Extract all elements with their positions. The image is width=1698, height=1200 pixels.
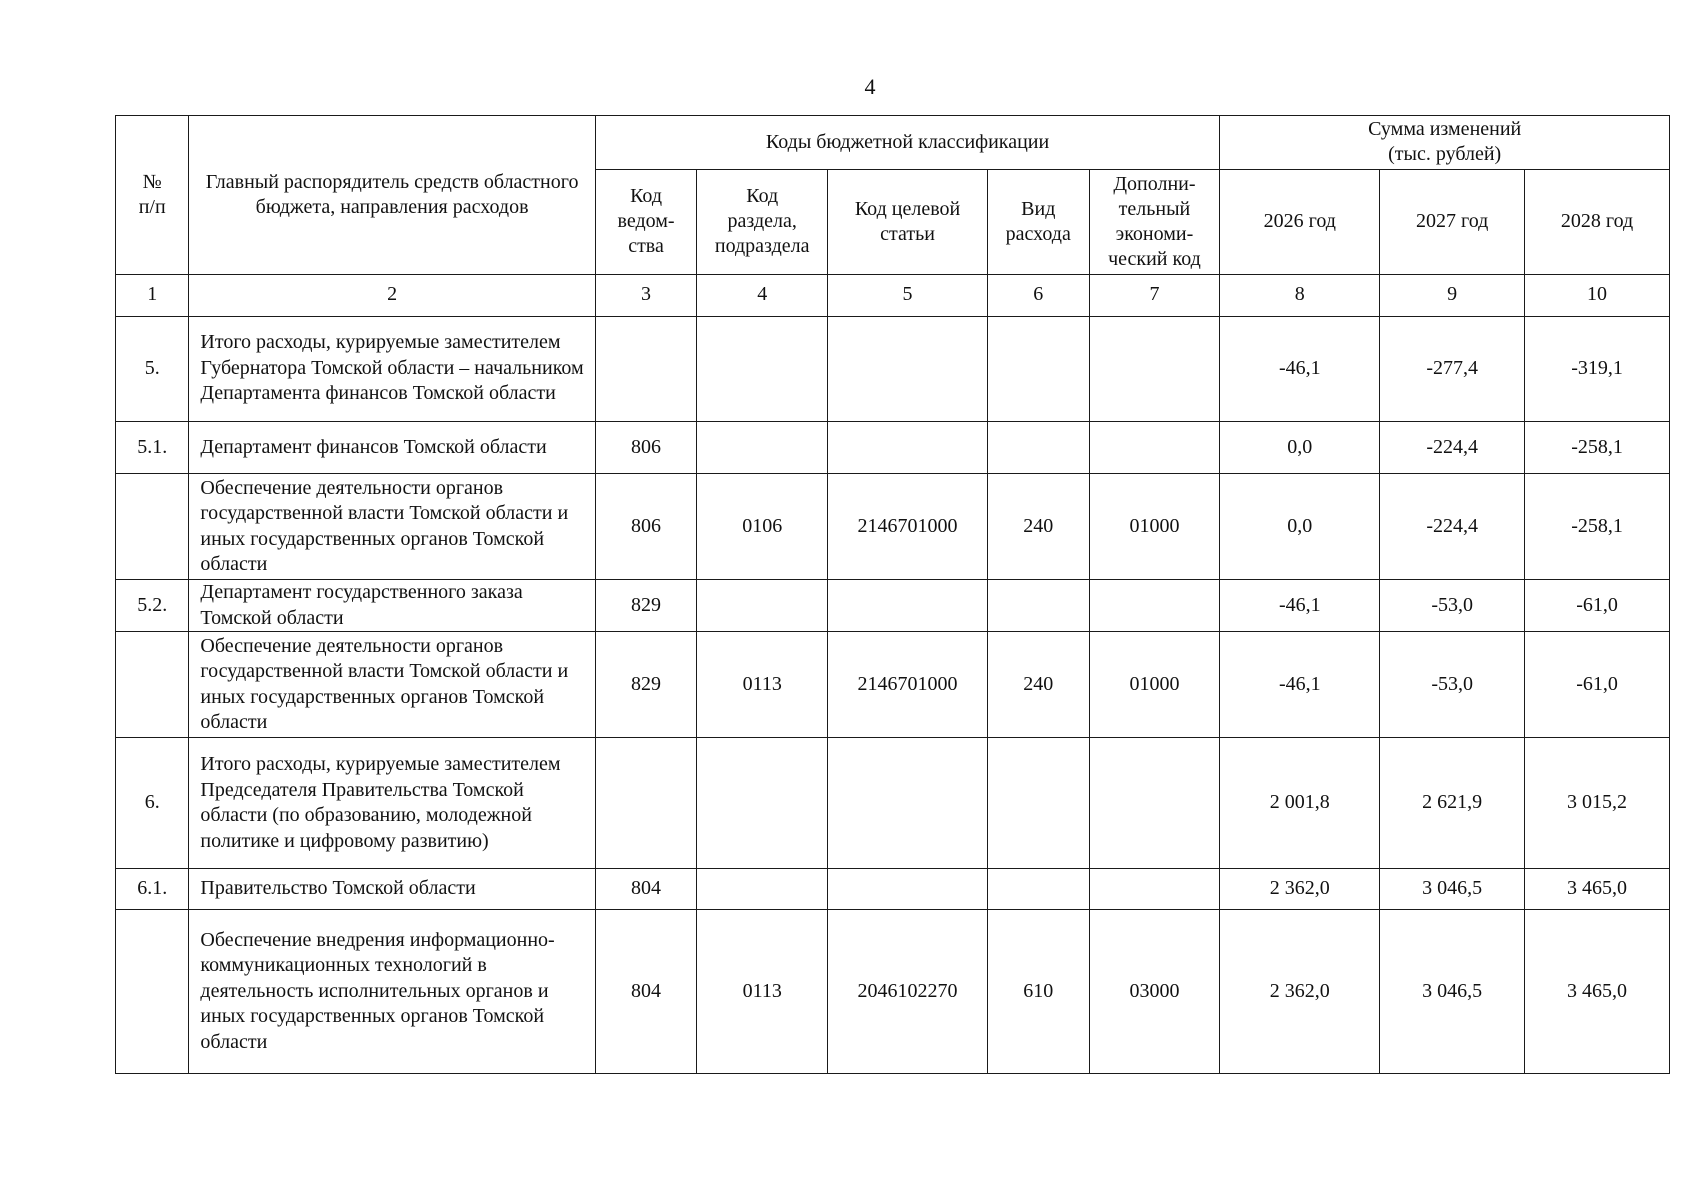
row-code-dept: 829 (595, 579, 697, 632)
row-code-expense (987, 579, 1089, 632)
row-code-target: 2146701000 (828, 632, 988, 737)
row-name: Обеспечение внедрения информационно-коммуникационных технологий в деятельность исполнительных органов и иных государственных органов Томской области (189, 909, 595, 1073)
column-number-row (116, 274, 1670, 316)
row-code-dept (595, 316, 697, 421)
row-sum-2027: 3 046,5 (1380, 909, 1525, 1073)
row-name: Обеспечение деятельности органов государственной власти Томской области и иных государственных органов Томской области (189, 632, 595, 737)
header-codes-group: Коды бюджетной классификации (595, 116, 1220, 170)
row-num: 5. (116, 316, 189, 421)
column-number: 1 (116, 274, 189, 316)
row-code-expense: 240 (987, 474, 1089, 579)
header-year-2028: 2028 год (1525, 169, 1670, 274)
row-sum-2026: 0,0 (1220, 474, 1380, 579)
row-sum-2028: -319,1 (1525, 316, 1670, 421)
row-num (116, 909, 189, 1073)
row-sum-2028: -258,1 (1525, 421, 1670, 474)
row-code-target (828, 421, 988, 474)
row-code-target (828, 869, 988, 910)
column-number: 2 (189, 274, 595, 316)
row-sum-2026: 0,0 (1220, 421, 1380, 474)
row-num (116, 474, 189, 579)
row-sum-2028: 3 465,0 (1525, 909, 1670, 1073)
table-row (116, 632, 1670, 737)
row-code-section (697, 579, 828, 632)
column-number: 5 (828, 274, 988, 316)
row-sum-2027: -224,4 (1380, 474, 1525, 579)
row-num: 5.2. (116, 579, 189, 632)
row-sum-2028: -61,0 (1525, 579, 1670, 632)
row-code-target (828, 737, 988, 869)
row-sum-2027: -53,0 (1380, 632, 1525, 737)
row-num: 6. (116, 737, 189, 869)
row-code-extra: 03000 (1089, 909, 1220, 1073)
header-code-dept: Код ведом- ства (595, 169, 697, 274)
row-code-target (828, 316, 988, 421)
row-code-extra: 01000 (1089, 474, 1220, 579)
row-code-target: 2046102270 (828, 909, 988, 1073)
row-sum-2027: -277,4 (1380, 316, 1525, 421)
row-code-section (697, 869, 828, 910)
table-row (116, 474, 1670, 579)
header-code-extra: Дополни- тельный экономи- ческий код (1089, 169, 1220, 274)
row-code-extra (1089, 421, 1220, 474)
row-sum-2027: -53,0 (1380, 579, 1525, 632)
row-code-dept (595, 737, 697, 869)
header-num: № п/п (116, 116, 189, 275)
row-sum-2028: 3 465,0 (1525, 869, 1670, 910)
row-sum-2027: 3 046,5 (1380, 869, 1525, 910)
table-row (116, 421, 1670, 474)
row-sum-2027: 2 621,9 (1380, 737, 1525, 869)
row-sum-2026: -46,1 (1220, 632, 1380, 737)
row-code-target (828, 579, 988, 632)
header-year-2027: 2027 год (1380, 169, 1525, 274)
row-code-extra (1089, 579, 1220, 632)
row-code-expense: 610 (987, 909, 1089, 1073)
row-code-section (697, 316, 828, 421)
row-code-expense (987, 869, 1089, 910)
column-number: 9 (1380, 274, 1525, 316)
row-sum-2026: -46,1 (1220, 579, 1380, 632)
page-number: 4 (864, 74, 876, 99)
row-sum-2028: -258,1 (1525, 474, 1670, 579)
header-code-section: Код раздела, подраздела (697, 169, 828, 274)
row-code-target: 2146701000 (828, 474, 988, 579)
row-code-expense (987, 737, 1089, 869)
row-code-expense (987, 421, 1089, 474)
row-code-dept: 804 (595, 909, 697, 1073)
column-number: 8 (1220, 274, 1380, 316)
row-code-section: 0106 (697, 474, 828, 579)
row-name: Департамент государственного заказа Томской области (189, 579, 595, 632)
row-sum-2026: -46,1 (1220, 316, 1380, 421)
table-row (116, 579, 1670, 632)
row-sum-2026: 2 362,0 (1220, 909, 1380, 1073)
row-sum-2028: -61,0 (1525, 632, 1670, 737)
budget-changes-table (115, 115, 1670, 1074)
row-code-dept: 804 (595, 869, 697, 910)
table-row (116, 909, 1670, 1073)
row-num: 5.1. (116, 421, 189, 474)
row-code-section: 0113 (697, 909, 828, 1073)
table-row (116, 316, 1670, 421)
row-code-extra (1089, 737, 1220, 869)
row-name: Итого расходы, курируемые заместителем Председателя Правительства Томской области (по образованию, молодежной политике и цифровому развитию) (189, 737, 595, 869)
header-code-expense: Вид расхода (987, 169, 1089, 274)
table-row (116, 737, 1670, 869)
row-num: 6.1. (116, 869, 189, 910)
column-number: 7 (1089, 274, 1220, 316)
row-code-expense (987, 316, 1089, 421)
row-code-section: 0113 (697, 632, 828, 737)
row-name: Обеспечение деятельности органов государственной власти Томской области и иных государственных органов Томской области (189, 474, 595, 579)
header-code-target: Код целевой статьи (828, 169, 988, 274)
row-name: Департамент финансов Томской области (189, 421, 595, 474)
row-sum-2026: 2 362,0 (1220, 869, 1380, 910)
row-code-dept: 806 (595, 474, 697, 579)
row-code-extra: 01000 (1089, 632, 1220, 737)
row-code-extra (1089, 869, 1220, 910)
row-name: Правительство Томской области (189, 869, 595, 910)
row-code-dept: 806 (595, 421, 697, 474)
row-code-extra (1089, 316, 1220, 421)
column-number: 3 (595, 274, 697, 316)
row-code-section (697, 421, 828, 474)
header-sum-group: Сумма изменений (тыс. рублей) (1220, 116, 1670, 170)
header-year-2026: 2026 год (1220, 169, 1380, 274)
row-sum-2027: -224,4 (1380, 421, 1525, 474)
row-code-dept: 829 (595, 632, 697, 737)
row-code-section (697, 737, 828, 869)
column-number: 10 (1525, 274, 1670, 316)
row-num (116, 632, 189, 737)
column-number: 4 (697, 274, 828, 316)
row-sum-2028: 3 015,2 (1525, 737, 1670, 869)
row-code-expense: 240 (987, 632, 1089, 737)
header-main-admin: Главный распорядитель средств областного бюджета, направления расходов (189, 116, 595, 275)
row-name: Итого расходы, курируемые заместителем Губернатора Томской области – начальником Департамента финансов Томской области (189, 316, 595, 421)
table-row (116, 869, 1670, 910)
column-number: 6 (987, 274, 1089, 316)
row-sum-2026: 2 001,8 (1220, 737, 1380, 869)
